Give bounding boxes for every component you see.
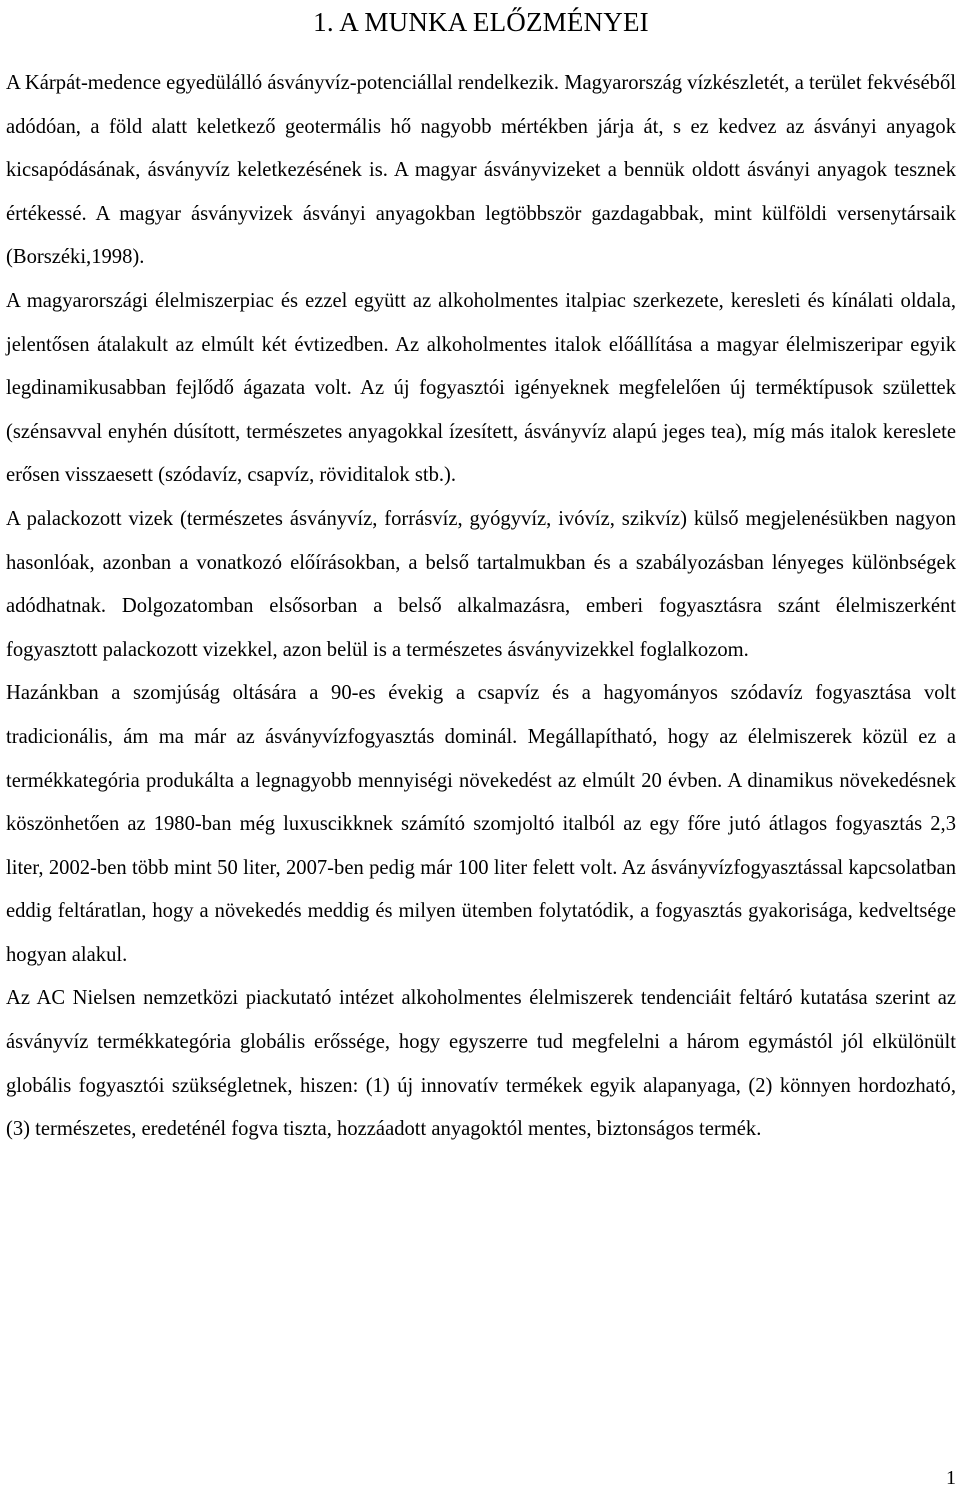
document-page <box>6 0 956 1152</box>
section-heading: 1. A MUNKA ELŐZMÉNYEI <box>313 7 649 37</box>
paragraph-3: A palackozott vizek (természetes ásványvíz, forrásvíz, gyógyvíz, ivóvíz, szikvíz) külső megjelenésükben nagyon hasonlóak, azonban a vonatkozó előírásokban, a belső tartalmukban és a szabályozásban lényeges különbségek adódhatnak. Dolgozatomban elsősorban a belső alkalmazásra, emberi fogyasztásra szánt élelmiszerként fogyasztott palackozott vizekkel, azon belül is a természetes ásványvizekkel foglalkozom. <box>6 507 956 661</box>
paragraph-4: Hazánkban a szomjúság oltására a 90-es évekig a csapvíz és a hagyományos szódavíz fogyasztása volt tradicionális, ám ma már az ásványvízfogyasztás dominál. Megállapítható, hogy az élelmiszerek közül ez a termékkategória produkálta a legnagyobb mennyiségi növekedést az elmúlt 20 évben. A dinamikus növekedésnek köszönhetően az 1980-ban még luxuscikknek számító szomjoltó italból az egy főre jutó átlagos fogyasztás 2,3 liter, 2002-ben több mint 50 liter, 2007-ben pedig már 100 liter felett volt. Az ásványvízfogyasztással kapcsolatban eddig feltáratlan, hogy a növekedés meddig és milyen ütemben folytatódik, a fogyasztás gyakorisága, kedveltsége hogyan alakul. <box>6 682 956 966</box>
body-text <box>6 62 956 1152</box>
page-number: 1 <box>946 1467 956 1489</box>
paragraph-1: A Kárpát-medence egyedülálló ásványvíz-potenciállal rendelkezik. Magyarország vízkészletét, a terület fekvéséből adódóan, a föld alatt keletkező geotermális hő nagyobb mértékben járja át, s ez kedvez az ásványi anyagok kicsapódásának, ásványvíz keletkezésének is. A magyar ásványvizeket a bennük oldott ásványi anyagok tesznek értékessé. A magyar ásványvizek ásványi anyagokban legtöbbször gazdagabbak, mint külföldi versenytársaik (Borszéki,1998). <box>6 72 956 269</box>
paragraph-2: A magyarországi élelmiszerpiac és ezzel együtt az alkoholmentes italpiac szerkezete, keresleti és kínálati oldala, jelentősen átalakult az elmúlt két évtizedben. Az alkoholmentes italok előállítása a magyar élelmiszeripar egyik legdinamikusabban fejlődő ágazata volt. Az új fogyasztói igényeknek megfelelően új terméktípusok születtek (szénsavval enyhén dúsított, természetes anyagokkal ízesített, ásványvíz alapú jeges tea), míg más italok kereslete erősen visszaesett (szódavíz, csapvíz, röviditalok stb.). <box>6 289 956 487</box>
paragraph-5: Az AC Nielsen nemzetközi piackutató intézet alkoholmentes élelmiszerek tendenciáit feltáró kutatása szerint az ásványvíz termékkategória globális erőssége, hogy egyszerre tud megfelelni a három egymástól jól elkülönült globális fogyasztói szükségletnek, hiszen: (1) új innovatív termékek egyik alapanyaga, (2) könnyen hordozható, (3) természetes, eredeténél fogva tiszta, hozzáadott anyagoktól mentes, biztonságos termék. <box>6 987 956 1141</box>
